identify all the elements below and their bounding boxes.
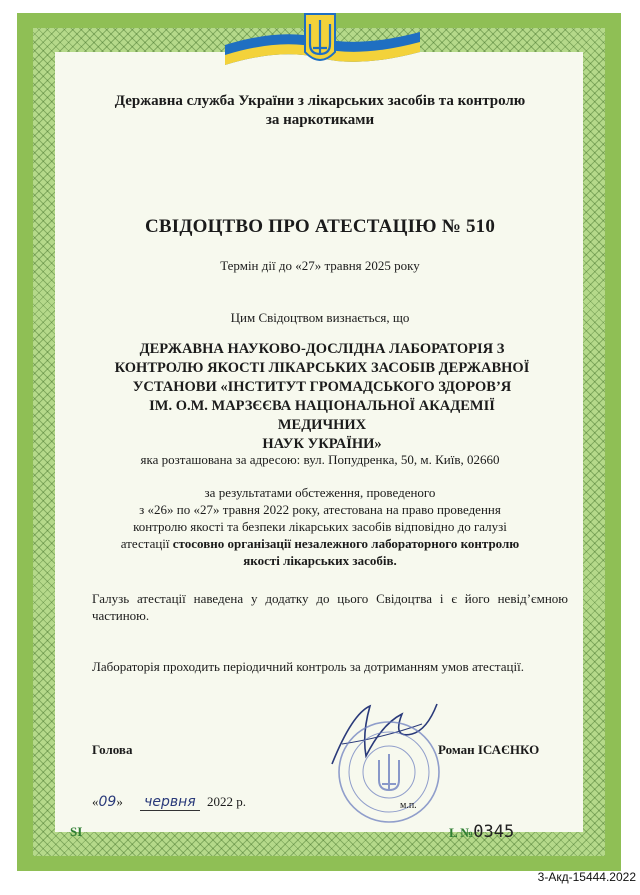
date-day: 09: [98, 794, 117, 810]
results-line-1: за результатами обстеження, проведеного: [204, 485, 436, 500]
scope-statement: Галузь атестації наведена у додатку до цього Свідоцтва і є його невід’ємною частиною.: [92, 591, 568, 623]
organization-name: [112, 340, 532, 454]
results-line-4: [100, 535, 540, 552]
inspection-results: [100, 484, 540, 569]
organization-line-1: ДЕРЖАВНА НАУКОВО-ДОСЛІДНА ЛАБОРАТОРІЯ З: [139, 341, 505, 357]
date-year: 2022 р.: [206, 794, 246, 809]
organization-line-5: НАУК УКРАЇНИ»: [262, 436, 382, 452]
certificate-title: СВІДОЦТВО ПРО АТЕСТАЦІЮ № 510: [144, 216, 496, 237]
date-open-quote: «: [92, 794, 99, 809]
organization-line-3: УСТАНОВИ «ІНСТИТУТ ГРОМАДСЬКОГО ЗДОРОВ’Я: [132, 379, 512, 395]
registration-number: 3-Акд-15444.2022: [537, 870, 636, 884]
results-line-3: контролю якості та безпеки лікарських засобів відповідно до галузі: [133, 519, 507, 534]
results-line-4-plain: атестації: [120, 536, 173, 551]
flag-ribbon: [0, 10, 640, 70]
results-line-2: з «26» по «27» травня 2022 року, атестована на право проведення: [139, 502, 501, 517]
signatory-role: Голова: [92, 742, 133, 757]
date-close-quote: »: [116, 794, 123, 809]
serial-digits: 0345: [473, 822, 515, 842]
issue-date: [92, 794, 246, 811]
signatory-name: Роман ІСАЄНКО: [438, 742, 540, 757]
serial-number: [449, 822, 514, 842]
tryzub-emblem-icon: [305, 14, 335, 60]
footer-si-mark: SI: [70, 824, 83, 839]
issuer-heading: [70, 92, 570, 130]
results-line-5: якості лікарських засобів.: [243, 553, 397, 568]
certify-intro: Цим Свідоцтвом визнається, що: [230, 310, 410, 325]
issuer-line-2: за наркотиками: [265, 112, 375, 128]
validity-period: Термін дії до «27» травня 2025 року: [220, 258, 420, 273]
date-month: червня: [140, 794, 200, 811]
stamp-label: м.п.: [400, 800, 417, 811]
state-seal-icon: [335, 718, 443, 826]
organization-line-2: КОНТРОЛЮ ЯКОСТІ ЛІКАРСЬКИХ ЗАСОБІВ ДЕРЖАВНОЇ: [114, 360, 530, 376]
organization-address: яка розташована за адресою: вул. Попудренка, 50, м. Київ, 02660: [140, 452, 500, 467]
control-statement: Лабораторія проходить періодичний контроль за дотриманням умов атестації.: [92, 659, 524, 674]
issuer-line-1: Державна служба України з лікарських засобів та контролю: [114, 93, 526, 109]
serial-prefix: L №: [449, 825, 474, 840]
organization-line-4: ІМ. О.М. МАРЗЄЄВА НАЦІОНАЛЬНОЇ АКАДЕМІЇ МЕДИЧНИХ: [149, 398, 495, 433]
results-line-4-bold: стосовно організації незалежного лабораторного контролю: [172, 536, 520, 551]
